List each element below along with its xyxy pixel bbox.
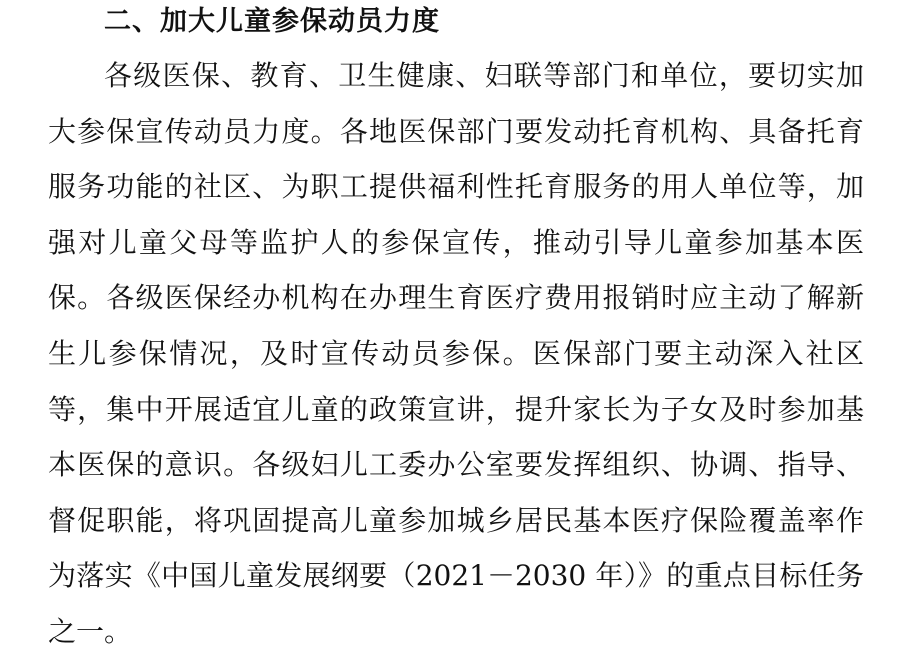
paragraph-line: 生儿参保情况，及时宣传动员参保。医保部门要主动深入社区	[48, 336, 864, 370]
body-paragraph	[48, 48, 864, 660]
paragraph-line: 保。各级医保经办机构在办理生育医疗费用报销时应主动了解新	[48, 281, 864, 315]
paragraph-line: 服务功能的社区、为职工提供福利性托育服务的用人单位等，加	[48, 170, 864, 204]
paragraph-line: 本医保的意识。各级妇儿工委办公室要发挥组织、协调、指导、	[48, 448, 864, 482]
paragraph-line: 强对儿童父母等监护人的参保宣传，推动引导儿童参加基本医	[48, 225, 864, 259]
paragraph-line: 之一。	[48, 614, 133, 648]
paragraph-line: 为落实《中国儿童发展纲要（2021－2030 年）》的重点目标任务	[48, 559, 864, 593]
paragraph-line: 大参保宣传动员力度。各地医保部门要发动托育机构、具备托育	[48, 114, 864, 148]
section-heading: 二、加大儿童参保动员力度	[104, 6, 440, 37]
paragraph-line: 督促职能，将巩固提高儿童参加城乡居民基本医疗保险覆盖率作	[48, 503, 864, 537]
paragraph-line: 各级医保、教育、卫生健康、妇联等部门和单位，要切实加	[104, 59, 864, 92]
paragraph-line: 等，集中开展适宜儿童的政策宣讲，提升家长为子女及时参加基	[48, 392, 864, 426]
